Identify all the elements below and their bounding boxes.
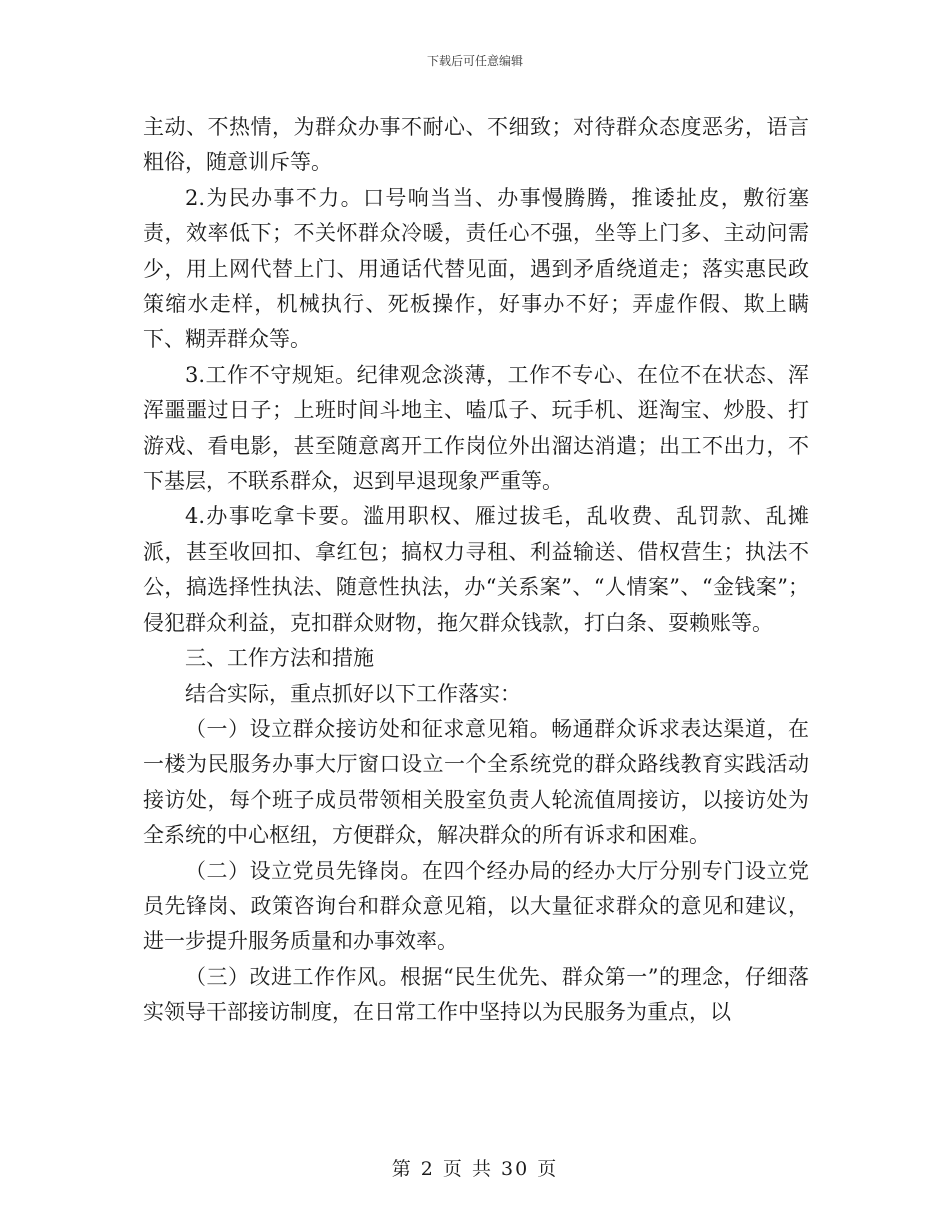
paragraph-measure-3: （三）改进工作作风。根据“民生优先、群众第一”的理念，仔细落实领导干部接访制度，在日常工作中坚持以为民服务为重点，以 (143, 964, 809, 1025)
document-body (143, 110, 809, 1031)
paragraph-continuation: 主动、不热情，为群众办事不耐心、不细致；对待群众态度恶劣，语言粗俗，随意训斥等。 (143, 115, 809, 175)
paragraph-item-4: 4.办事吃拿卡要。滥用职权、雁过拔毛，乱收费、乱罚款、乱摊派，甚至收回扣、拿红包；搞权力寻租、利益输送、借权营生；执法不公，搞选择性执法、随意性执法，办“关系案”、“人情案”、“金钱案”；侵犯群众利益，克扣群众财物，拖欠群众钱款，打白条、耍赖账等。 (143, 504, 809, 635)
paragraph-intro: 结合实际，重点抓好以下工作落实： (185, 681, 521, 706)
paragraph-item-3: 3.工作不守规矩。纪律观念淡薄，工作不专心、在位不在状态、浑浑噩噩过日子；上班时间斗地主、嗑瓜子、玩手机、逛淘宝、炒股、打游戏、看电影，甚至随意离开工作岗位外出溜达消遣；出工不出力，不下基层，不联系群众，迟到早退现象严重等。 (143, 362, 809, 494)
paragraph-measure-2: （二）设立党员先锋岗。在四个经办局的经办大厅分别专门设立党员先锋岗、政策咨询台和群众意见箱，以大量征求群众的意见和建议，进一步提升服务质量和办事效率。 (143, 858, 809, 954)
page-number-footer: 第 2 页 共 30 页 (391, 1158, 559, 1180)
paragraph-measure-1: （一）设立群众接访处和征求意见箱。畅通群众诉求表达渠道，在一楼为民服务办事大厅窗口设立一个全系统党的群众路线教育实践活动接访处，每个班子成员带领相关股室负责人轮流值周接访，以接访处为全系统的中心枢纽，方便群众，解决群众的所有诉求和困难。 (143, 716, 809, 848)
page-header: 下载后可任意编辑 (426, 54, 523, 68)
section-heading-3: 三、工作方法和措施 (185, 646, 374, 671)
paragraph-item-2: 2.为民办事不力。口号响当当、办事慢腾腾，推诿扯皮，敷衍塞责，效率低下；不关怀群众冷暖，责任心不强，坐等上门多、主动问需少，用上网代替上门、用通话代替见面，遇到矛盾绕道走；落实惠民政策缩水走样，机械执行、死板操作，好事办不好；弄虚作假、欺上瞒下、糊弄群众等。 (143, 185, 809, 352)
